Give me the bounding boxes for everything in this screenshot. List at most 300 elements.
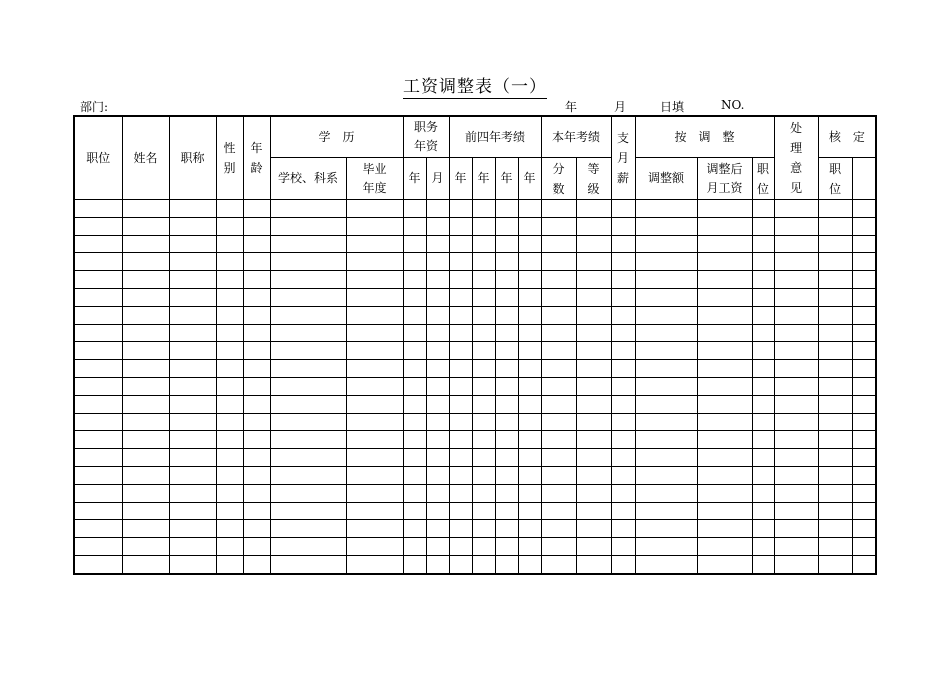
table-cell[interactable] (852, 466, 876, 484)
table-cell[interactable] (243, 395, 270, 413)
table-cell[interactable] (426, 342, 449, 360)
table-cell[interactable] (818, 538, 852, 556)
table-cell[interactable] (74, 484, 122, 502)
table-cell[interactable] (122, 520, 169, 538)
table-cell[interactable] (541, 200, 576, 218)
table-cell[interactable] (611, 253, 635, 271)
table-cell[interactable] (752, 324, 774, 342)
table-cell[interactable] (774, 431, 818, 449)
table-cell[interactable] (472, 306, 495, 324)
table-cell[interactable] (495, 253, 518, 271)
table-cell[interactable] (774, 306, 818, 324)
table-cell[interactable] (518, 306, 541, 324)
table-cell[interactable] (270, 288, 346, 306)
table-cell[interactable] (774, 466, 818, 484)
table-cell[interactable] (774, 288, 818, 306)
table-cell[interactable] (495, 395, 518, 413)
table-cell[interactable] (518, 324, 541, 342)
table-cell[interactable] (635, 431, 697, 449)
table-cell[interactable] (169, 253, 216, 271)
table-cell[interactable] (611, 413, 635, 431)
table-cell[interactable] (852, 342, 876, 360)
table-cell[interactable] (449, 360, 472, 378)
table-cell[interactable] (611, 377, 635, 395)
table-cell[interactable] (576, 449, 611, 467)
table-cell[interactable] (576, 555, 611, 573)
table-cell[interactable] (635, 395, 697, 413)
table-cell[interactable] (449, 555, 472, 573)
table-cell[interactable] (852, 502, 876, 520)
table-cell[interactable] (270, 271, 346, 289)
table-cell[interactable] (541, 271, 576, 289)
table-cell[interactable] (697, 377, 752, 395)
table-cell[interactable] (472, 413, 495, 431)
table-cell[interactable] (74, 466, 122, 484)
table-cell[interactable] (818, 324, 852, 342)
table-cell[interactable] (122, 466, 169, 484)
table-cell[interactable] (270, 431, 346, 449)
table-cell[interactable] (426, 288, 449, 306)
table-cell[interactable] (752, 217, 774, 235)
table-cell[interactable] (635, 288, 697, 306)
table-cell[interactable] (472, 502, 495, 520)
table-cell[interactable] (449, 306, 472, 324)
table-cell[interactable] (216, 466, 243, 484)
table-cell[interactable] (216, 484, 243, 502)
table-cell[interactable] (169, 413, 216, 431)
table-cell[interactable] (243, 466, 270, 484)
table-cell[interactable] (449, 431, 472, 449)
table-cell[interactable] (270, 413, 346, 431)
table-cell[interactable] (635, 520, 697, 538)
table-cell[interactable] (122, 413, 169, 431)
table-cell[interactable] (518, 466, 541, 484)
table-cell[interactable] (852, 520, 876, 538)
table-cell[interactable] (852, 449, 876, 467)
table-cell[interactable] (346, 520, 403, 538)
table-cell[interactable] (216, 413, 243, 431)
table-cell[interactable] (403, 235, 426, 253)
table-cell[interactable] (169, 555, 216, 573)
table-cell[interactable] (818, 253, 852, 271)
table-cell[interactable] (541, 288, 576, 306)
table-cell[interactable] (122, 555, 169, 573)
table-cell[interactable] (752, 288, 774, 306)
table-cell[interactable] (752, 538, 774, 556)
table-cell[interactable] (449, 235, 472, 253)
table-cell[interactable] (518, 271, 541, 289)
table-cell[interactable] (403, 200, 426, 218)
table-cell[interactable] (243, 271, 270, 289)
table-cell[interactable] (449, 413, 472, 431)
table-cell[interactable] (426, 360, 449, 378)
table-cell[interactable] (403, 484, 426, 502)
table-cell[interactable] (752, 431, 774, 449)
table-cell[interactable] (518, 555, 541, 573)
table-cell[interactable] (752, 484, 774, 502)
table-cell[interactable] (122, 484, 169, 502)
table-cell[interactable] (518, 200, 541, 218)
table-cell[interactable] (635, 324, 697, 342)
table-cell[interactable] (346, 377, 403, 395)
table-cell[interactable] (576, 217, 611, 235)
table-cell[interactable] (243, 555, 270, 573)
table-cell[interactable] (346, 431, 403, 449)
table-cell[interactable] (635, 502, 697, 520)
table-cell[interactable] (169, 217, 216, 235)
table-cell[interactable] (346, 484, 403, 502)
table-cell[interactable] (541, 306, 576, 324)
table-cell[interactable] (818, 288, 852, 306)
table-cell[interactable] (541, 253, 576, 271)
table-cell[interactable] (576, 271, 611, 289)
table-cell[interactable] (243, 377, 270, 395)
table-cell[interactable] (169, 502, 216, 520)
table-cell[interactable] (495, 520, 518, 538)
table-cell[interactable] (576, 360, 611, 378)
table-cell[interactable] (74, 253, 122, 271)
table-cell[interactable] (818, 413, 852, 431)
table-cell[interactable] (472, 324, 495, 342)
table-cell[interactable] (74, 360, 122, 378)
table-cell[interactable] (611, 538, 635, 556)
table-cell[interactable] (270, 466, 346, 484)
table-cell[interactable] (243, 200, 270, 218)
table-cell[interactable] (752, 306, 774, 324)
table-cell[interactable] (270, 306, 346, 324)
table-cell[interactable] (495, 449, 518, 467)
table-cell[interactable] (403, 413, 426, 431)
table-cell[interactable] (243, 502, 270, 520)
table-cell[interactable] (635, 253, 697, 271)
table-cell[interactable] (818, 555, 852, 573)
table-cell[interactable] (697, 520, 752, 538)
table-cell[interactable] (122, 217, 169, 235)
table-cell[interactable] (635, 484, 697, 502)
table-cell[interactable] (752, 235, 774, 253)
table-cell[interactable] (495, 538, 518, 556)
table-cell[interactable] (611, 360, 635, 378)
table-cell[interactable] (449, 217, 472, 235)
table-cell[interactable] (122, 377, 169, 395)
table-cell[interactable] (426, 555, 449, 573)
table-cell[interactable] (426, 324, 449, 342)
table-cell[interactable] (611, 466, 635, 484)
table-cell[interactable] (495, 413, 518, 431)
table-cell[interactable] (74, 449, 122, 467)
table-cell[interactable] (270, 377, 346, 395)
table-cell[interactable] (346, 413, 403, 431)
table-cell[interactable] (852, 200, 876, 218)
table-cell[interactable] (426, 413, 449, 431)
table-cell[interactable] (752, 555, 774, 573)
table-cell[interactable] (403, 502, 426, 520)
table-cell[interactable] (752, 342, 774, 360)
table-cell[interactable] (697, 538, 752, 556)
table-cell[interactable] (74, 377, 122, 395)
table-cell[interactable] (541, 538, 576, 556)
table-cell[interactable] (752, 466, 774, 484)
table-cell[interactable] (346, 271, 403, 289)
table-cell[interactable] (495, 306, 518, 324)
table-cell[interactable] (346, 200, 403, 218)
table-cell[interactable] (541, 360, 576, 378)
table-cell[interactable] (403, 395, 426, 413)
table-cell[interactable] (541, 502, 576, 520)
table-cell[interactable] (270, 520, 346, 538)
table-cell[interactable] (818, 520, 852, 538)
table-cell[interactable] (752, 200, 774, 218)
table-cell[interactable] (852, 413, 876, 431)
table-cell[interactable] (74, 395, 122, 413)
table-cell[interactable] (774, 253, 818, 271)
table-cell[interactable] (818, 306, 852, 324)
table-cell[interactable] (346, 555, 403, 573)
table-cell[interactable] (541, 413, 576, 431)
table-cell[interactable] (541, 395, 576, 413)
table-cell[interactable] (576, 520, 611, 538)
table-cell[interactable] (752, 253, 774, 271)
table-cell[interactable] (169, 520, 216, 538)
table-cell[interactable] (169, 200, 216, 218)
table-cell[interactable] (818, 217, 852, 235)
table-cell[interactable] (576, 342, 611, 360)
table-cell[interactable] (169, 235, 216, 253)
table-cell[interactable] (495, 502, 518, 520)
table-cell[interactable] (346, 466, 403, 484)
table-cell[interactable] (472, 466, 495, 484)
table-cell[interactable] (472, 342, 495, 360)
table-cell[interactable] (818, 484, 852, 502)
table-cell[interactable] (697, 484, 752, 502)
table-cell[interactable] (74, 538, 122, 556)
table-cell[interactable] (169, 449, 216, 467)
table-cell[interactable] (752, 395, 774, 413)
table-cell[interactable] (576, 466, 611, 484)
table-cell[interactable] (169, 324, 216, 342)
table-cell[interactable] (122, 431, 169, 449)
table-cell[interactable] (403, 360, 426, 378)
table-cell[interactable] (774, 413, 818, 431)
table-cell[interactable] (472, 377, 495, 395)
table-cell[interactable] (216, 555, 243, 573)
table-cell[interactable] (852, 395, 876, 413)
table-cell[interactable] (346, 538, 403, 556)
table-cell[interactable] (818, 395, 852, 413)
table-cell[interactable] (774, 520, 818, 538)
table-cell[interactable] (697, 235, 752, 253)
table-cell[interactable] (852, 271, 876, 289)
table-cell[interactable] (449, 253, 472, 271)
table-cell[interactable] (697, 288, 752, 306)
table-cell[interactable] (122, 324, 169, 342)
table-cell[interactable] (74, 555, 122, 573)
table-cell[interactable] (518, 377, 541, 395)
table-cell[interactable] (243, 449, 270, 467)
table-cell[interactable] (169, 395, 216, 413)
table-cell[interactable] (403, 342, 426, 360)
table-cell[interactable] (541, 217, 576, 235)
table-cell[interactable] (449, 342, 472, 360)
table-cell[interactable] (472, 395, 495, 413)
table-cell[interactable] (403, 555, 426, 573)
table-cell[interactable] (270, 502, 346, 520)
table-cell[interactable] (818, 235, 852, 253)
table-cell[interactable] (818, 431, 852, 449)
table-cell[interactable] (216, 395, 243, 413)
table-cell[interactable] (346, 235, 403, 253)
table-cell[interactable] (852, 235, 876, 253)
table-cell[interactable] (122, 306, 169, 324)
table-cell[interactable] (518, 253, 541, 271)
table-cell[interactable] (576, 288, 611, 306)
table-cell[interactable] (216, 288, 243, 306)
table-cell[interactable] (818, 342, 852, 360)
table-cell[interactable] (169, 431, 216, 449)
table-cell[interactable] (818, 200, 852, 218)
table-cell[interactable] (518, 484, 541, 502)
table-cell[interactable] (74, 288, 122, 306)
table-cell[interactable] (216, 520, 243, 538)
table-cell[interactable] (518, 288, 541, 306)
table-cell[interactable] (346, 324, 403, 342)
table-cell[interactable] (270, 395, 346, 413)
table-cell[interactable] (697, 342, 752, 360)
table-cell[interactable] (752, 360, 774, 378)
table-cell[interactable] (495, 431, 518, 449)
table-cell[interactable] (169, 342, 216, 360)
table-cell[interactable] (752, 449, 774, 467)
table-cell[interactable] (576, 377, 611, 395)
table-cell[interactable] (774, 449, 818, 467)
table-cell[interactable] (852, 288, 876, 306)
table-cell[interactable] (426, 449, 449, 467)
table-cell[interactable] (576, 538, 611, 556)
table-cell[interactable] (74, 431, 122, 449)
table-cell[interactable] (635, 555, 697, 573)
table-cell[interactable] (774, 360, 818, 378)
table-cell[interactable] (449, 502, 472, 520)
table-cell[interactable] (697, 466, 752, 484)
table-cell[interactable] (216, 324, 243, 342)
table-cell[interactable] (243, 306, 270, 324)
table-cell[interactable] (697, 200, 752, 218)
table-cell[interactable] (216, 200, 243, 218)
table-cell[interactable] (518, 342, 541, 360)
table-cell[interactable] (611, 324, 635, 342)
table-cell[interactable] (243, 217, 270, 235)
table-cell[interactable] (472, 200, 495, 218)
table-cell[interactable] (426, 271, 449, 289)
table-cell[interactable] (403, 217, 426, 235)
table-cell[interactable] (611, 555, 635, 573)
table-cell[interactable] (426, 306, 449, 324)
table-cell[interactable] (472, 538, 495, 556)
table-cell[interactable] (169, 360, 216, 378)
table-cell[interactable] (449, 377, 472, 395)
table-cell[interactable] (472, 253, 495, 271)
table-cell[interactable] (697, 395, 752, 413)
table-cell[interactable] (122, 360, 169, 378)
table-cell[interactable] (403, 288, 426, 306)
table-cell[interactable] (74, 235, 122, 253)
table-cell[interactable] (852, 217, 876, 235)
table-cell[interactable] (576, 395, 611, 413)
table-cell[interactable] (243, 342, 270, 360)
table-cell[interactable] (518, 217, 541, 235)
table-cell[interactable] (243, 235, 270, 253)
table-cell[interactable] (611, 395, 635, 413)
table-cell[interactable] (449, 395, 472, 413)
table-cell[interactable] (169, 377, 216, 395)
table-cell[interactable] (403, 520, 426, 538)
table-cell[interactable] (243, 253, 270, 271)
table-cell[interactable] (541, 324, 576, 342)
table-cell[interactable] (169, 271, 216, 289)
table-cell[interactable] (74, 342, 122, 360)
table-cell[interactable] (518, 431, 541, 449)
table-cell[interactable] (426, 484, 449, 502)
table-cell[interactable] (495, 271, 518, 289)
table-cell[interactable] (472, 431, 495, 449)
table-cell[interactable] (426, 538, 449, 556)
table-cell[interactable] (611, 235, 635, 253)
table-cell[interactable] (426, 377, 449, 395)
table-cell[interactable] (122, 271, 169, 289)
table-cell[interactable] (472, 484, 495, 502)
table-cell[interactable] (774, 555, 818, 573)
table-cell[interactable] (495, 360, 518, 378)
table-cell[interactable] (122, 502, 169, 520)
table-cell[interactable] (346, 217, 403, 235)
table-cell[interactable] (74, 520, 122, 538)
table-cell[interactable] (635, 377, 697, 395)
table-cell[interactable] (270, 235, 346, 253)
table-cell[interactable] (495, 200, 518, 218)
table-cell[interactable] (449, 484, 472, 502)
table-cell[interactable] (216, 271, 243, 289)
table-cell[interactable] (635, 466, 697, 484)
table-cell[interactable] (403, 377, 426, 395)
table-cell[interactable] (697, 253, 752, 271)
table-cell[interactable] (752, 413, 774, 431)
table-cell[interactable] (852, 306, 876, 324)
table-cell[interactable] (818, 502, 852, 520)
table-cell[interactable] (495, 342, 518, 360)
table-cell[interactable] (122, 395, 169, 413)
table-cell[interactable] (576, 235, 611, 253)
table-cell[interactable] (426, 395, 449, 413)
table-cell[interactable] (852, 360, 876, 378)
table-cell[interactable] (576, 306, 611, 324)
table-cell[interactable] (818, 449, 852, 467)
table-cell[interactable] (635, 217, 697, 235)
table-cell[interactable] (216, 431, 243, 449)
table-cell[interactable] (449, 288, 472, 306)
table-cell[interactable] (169, 288, 216, 306)
table-cell[interactable] (774, 502, 818, 520)
table-cell[interactable] (346, 288, 403, 306)
table-cell[interactable] (216, 306, 243, 324)
table-cell[interactable] (216, 538, 243, 556)
table-cell[interactable] (495, 217, 518, 235)
table-cell[interactable] (541, 484, 576, 502)
table-cell[interactable] (697, 502, 752, 520)
table-cell[interactable] (122, 253, 169, 271)
table-cell[interactable] (346, 449, 403, 467)
table-cell[interactable] (635, 538, 697, 556)
table-cell[interactable] (403, 271, 426, 289)
